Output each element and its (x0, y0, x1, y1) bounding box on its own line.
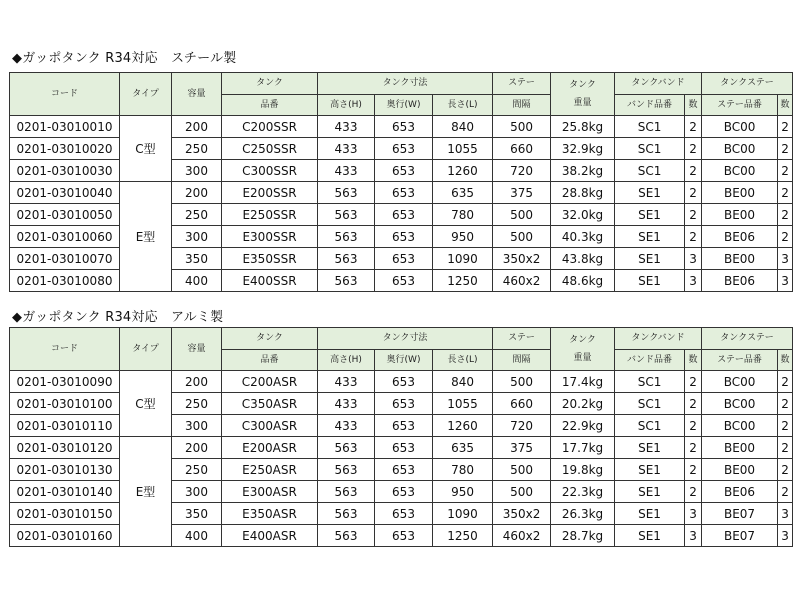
cell-capacity: 400 (172, 270, 222, 292)
cell-code: 0201-03010050 (10, 204, 120, 226)
cell-stay-spacing: 375 (493, 182, 551, 204)
header-length: 長さ(L) (433, 350, 493, 371)
cell-length: 1090 (433, 503, 493, 525)
header-stay-bottom: 間隔 (493, 95, 551, 116)
cell-capacity: 200 (172, 437, 222, 459)
cell-band-part: SE1 (615, 270, 685, 292)
cell-band-count: 2 (685, 459, 702, 481)
cell-weight: 20.2kg (551, 393, 615, 415)
cell-length: 635 (433, 182, 493, 204)
cell-length: 1250 (433, 525, 493, 547)
header-tank-part-bottom: 品番 (222, 95, 318, 116)
cell-capacity: 400 (172, 525, 222, 547)
cell-height: 433 (318, 371, 375, 393)
cell-tank-part: E250ASR (222, 459, 318, 481)
cell-tank-part: E350ASR (222, 503, 318, 525)
cell-code: 0201-03010110 (10, 415, 120, 437)
cell-depth: 653 (375, 459, 433, 481)
spec-table-aluminum (9, 327, 793, 547)
cell-band-part: SE1 (615, 525, 685, 547)
header-height: 高さ(H) (318, 350, 375, 371)
cell-code: 0201-03010010 (10, 116, 120, 138)
header-code: コード (10, 328, 120, 371)
cell-length: 1055 (433, 138, 493, 160)
cell-length: 1260 (433, 415, 493, 437)
cell-stay-spacing: 660 (493, 393, 551, 415)
cell-depth: 653 (375, 204, 433, 226)
cell-weight: 26.3kg (551, 503, 615, 525)
cell-depth: 653 (375, 503, 433, 525)
cell-tank-part: E200SSR (222, 182, 318, 204)
cell-depth: 653 (375, 226, 433, 248)
header-tank-band: タンクバンド (615, 328, 702, 350)
header-tank-part-top: タンク (222, 73, 318, 95)
header-tank-band: タンクバンド (615, 73, 702, 95)
cell-stay-spacing: 350x2 (493, 503, 551, 525)
cell-height: 433 (318, 415, 375, 437)
cell-stay-count: 2 (778, 160, 793, 182)
cell-stay-count: 2 (778, 182, 793, 204)
table-row (10, 116, 793, 138)
cell-stay-count: 3 (778, 525, 793, 547)
cell-tank-part: E250SSR (222, 204, 318, 226)
cell-band-part: SC1 (615, 160, 685, 182)
cell-band-count: 2 (685, 182, 702, 204)
cell-band-part: SC1 (615, 415, 685, 437)
cell-band-count: 3 (685, 525, 702, 547)
table-row (10, 371, 793, 393)
cell-height: 563 (318, 182, 375, 204)
cell-band-count: 2 (685, 204, 702, 226)
cell-band-part: SC1 (615, 116, 685, 138)
header-type: タイプ (120, 328, 172, 371)
cell-band-part: SC1 (615, 393, 685, 415)
cell-band-part: SC1 (615, 138, 685, 160)
cell-weight: 32.9kg (551, 138, 615, 160)
cell-stay-spacing: 460x2 (493, 270, 551, 292)
cell-length: 635 (433, 437, 493, 459)
cell-stay-count: 2 (778, 204, 793, 226)
header-stay-part: ステー品番 (702, 95, 778, 116)
cell-stay-spacing: 500 (493, 459, 551, 481)
header-tank-dims: タンク寸法 (318, 328, 493, 350)
cell-stay-count: 3 (778, 503, 793, 525)
cell-band-part: SE1 (615, 481, 685, 503)
cell-code: 0201-03010020 (10, 138, 120, 160)
cell-tank-part: E400SSR (222, 270, 318, 292)
header-band-count: 数 (685, 350, 702, 371)
cell-height: 563 (318, 481, 375, 503)
header-capacity: 容量 (172, 73, 222, 116)
cell-band-count: 3 (685, 248, 702, 270)
cell-weight: 25.8kg (551, 116, 615, 138)
cell-stay-spacing: 720 (493, 415, 551, 437)
cell-band-count: 2 (685, 116, 702, 138)
cell-depth: 653 (375, 415, 433, 437)
cell-weight: 48.6kg (551, 270, 615, 292)
cell-stay-count: 2 (778, 437, 793, 459)
cell-stay-spacing: 500 (493, 226, 551, 248)
cell-capacity: 250 (172, 138, 222, 160)
cell-capacity: 250 (172, 459, 222, 481)
cell-stay-count: 2 (778, 371, 793, 393)
spec-table-steel (9, 72, 793, 292)
header-band-part: バンド品番 (615, 350, 685, 371)
cell-capacity: 250 (172, 393, 222, 415)
cell-type: C型 (120, 371, 172, 437)
cell-code: 0201-03010150 (10, 503, 120, 525)
header-band-part: バンド品番 (615, 95, 685, 116)
cell-tank-part: C350ASR (222, 393, 318, 415)
cell-code: 0201-03010030 (10, 160, 120, 182)
cell-tank-part: C300SSR (222, 160, 318, 182)
cell-stay-count: 2 (778, 138, 793, 160)
cell-code: 0201-03010040 (10, 182, 120, 204)
cell-tank-part: E300SSR (222, 226, 318, 248)
cell-stay-part: BE06 (702, 270, 778, 292)
cell-code: 0201-03010070 (10, 248, 120, 270)
cell-weight: 17.7kg (551, 437, 615, 459)
cell-capacity: 300 (172, 160, 222, 182)
cell-stay-spacing: 500 (493, 371, 551, 393)
cell-stay-part: BE00 (702, 204, 778, 226)
cell-tank-part: C250SSR (222, 138, 318, 160)
header-stay-top: ステー (493, 73, 551, 95)
cell-weight: 22.9kg (551, 415, 615, 437)
cell-depth: 653 (375, 182, 433, 204)
cell-depth: 653 (375, 437, 433, 459)
cell-stay-spacing: 500 (493, 116, 551, 138)
cell-stay-spacing: 350x2 (493, 248, 551, 270)
header-code: コード (10, 73, 120, 116)
cell-band-count: 2 (685, 437, 702, 459)
cell-stay-count: 2 (778, 481, 793, 503)
cell-stay-part: BE00 (702, 182, 778, 204)
cell-stay-spacing: 500 (493, 204, 551, 226)
cell-height: 563 (318, 248, 375, 270)
cell-capacity: 200 (172, 371, 222, 393)
header-length: 長さ(L) (433, 95, 493, 116)
cell-band-part: SE1 (615, 182, 685, 204)
cell-height: 433 (318, 393, 375, 415)
header-capacity: 容量 (172, 328, 222, 371)
cell-depth: 653 (375, 248, 433, 270)
cell-length: 780 (433, 204, 493, 226)
cell-band-part: SE1 (615, 437, 685, 459)
cell-weight: 28.7kg (551, 525, 615, 547)
cell-stay-count: 2 (778, 226, 793, 248)
cell-stay-count: 3 (778, 248, 793, 270)
cell-band-count: 2 (685, 226, 702, 248)
cell-tank-part: E400ASR (222, 525, 318, 547)
header-tank-weight: タンク 重量 (551, 328, 615, 371)
cell-code: 0201-03010090 (10, 371, 120, 393)
cell-capacity: 300 (172, 415, 222, 437)
cell-stay-spacing: 375 (493, 437, 551, 459)
cell-length: 950 (433, 226, 493, 248)
cell-type: C型 (120, 116, 172, 182)
cell-depth: 653 (375, 138, 433, 160)
header-tank-part-top: タンク (222, 328, 318, 350)
table-row (10, 437, 793, 459)
cell-code: 0201-03010100 (10, 393, 120, 415)
cell-weight: 43.8kg (551, 248, 615, 270)
cell-length: 840 (433, 371, 493, 393)
section-title-aluminum: ◆ガッポタンク R34対応 アルミ製 (12, 310, 224, 325)
cell-stay-part: BC00 (702, 415, 778, 437)
cell-depth: 653 (375, 371, 433, 393)
cell-stay-count: 2 (778, 116, 793, 138)
cell-band-part: SE1 (615, 248, 685, 270)
cell-stay-part: BC00 (702, 371, 778, 393)
cell-code: 0201-03010130 (10, 459, 120, 481)
cell-tank-part: E300ASR (222, 481, 318, 503)
cell-stay-spacing: 720 (493, 160, 551, 182)
section-title-steel: ◆ガッポタンク R34対応 スチール製 (12, 51, 237, 66)
cell-band-count: 3 (685, 503, 702, 525)
cell-height: 563 (318, 270, 375, 292)
cell-code: 0201-03010120 (10, 437, 120, 459)
cell-code: 0201-03010060 (10, 226, 120, 248)
cell-stay-part: BE07 (702, 503, 778, 525)
header-tank-weight: タンク 重量 (551, 73, 615, 116)
cell-weight: 19.8kg (551, 459, 615, 481)
cell-band-count: 2 (685, 415, 702, 437)
cell-band-part: SC1 (615, 371, 685, 393)
cell-height: 433 (318, 116, 375, 138)
header-tank-dims: タンク寸法 (318, 73, 493, 95)
cell-length: 1090 (433, 248, 493, 270)
cell-depth: 653 (375, 270, 433, 292)
cell-length: 840 (433, 116, 493, 138)
cell-height: 563 (318, 459, 375, 481)
cell-height: 563 (318, 437, 375, 459)
cell-code: 0201-03010140 (10, 481, 120, 503)
cell-height: 433 (318, 160, 375, 182)
cell-depth: 653 (375, 160, 433, 182)
cell-length: 1250 (433, 270, 493, 292)
cell-weight: 28.8kg (551, 182, 615, 204)
cell-tank-part: C300ASR (222, 415, 318, 437)
cell-height: 563 (318, 204, 375, 226)
cell-depth: 653 (375, 481, 433, 503)
cell-weight: 38.2kg (551, 160, 615, 182)
cell-capacity: 200 (172, 182, 222, 204)
cell-capacity: 350 (172, 248, 222, 270)
cell-stay-part: BE00 (702, 437, 778, 459)
cell-type: E型 (120, 182, 172, 292)
cell-band-part: SE1 (615, 459, 685, 481)
header-tank-part-bottom: 品番 (222, 350, 318, 371)
cell-stay-part: BE00 (702, 459, 778, 481)
cell-tank-part: C200SSR (222, 116, 318, 138)
cell-height: 563 (318, 503, 375, 525)
cell-tank-part: E200ASR (222, 437, 318, 459)
cell-code: 0201-03010080 (10, 270, 120, 292)
cell-stay-spacing: 460x2 (493, 525, 551, 547)
cell-capacity: 250 (172, 204, 222, 226)
cell-length: 1260 (433, 160, 493, 182)
cell-height: 563 (318, 226, 375, 248)
cell-height: 563 (318, 525, 375, 547)
cell-length: 1055 (433, 393, 493, 415)
cell-stay-count: 2 (778, 459, 793, 481)
cell-stay-part: BE06 (702, 226, 778, 248)
header-depth: 奥行(W) (375, 350, 433, 371)
cell-capacity: 200 (172, 116, 222, 138)
cell-stay-spacing: 660 (493, 138, 551, 160)
header-tank-stay: タンクステー (702, 73, 793, 95)
cell-stay-part: BC00 (702, 138, 778, 160)
header-stay-bottom: 間隔 (493, 350, 551, 371)
cell-band-count: 2 (685, 371, 702, 393)
cell-weight: 40.3kg (551, 226, 615, 248)
header-band-count: 数 (685, 95, 702, 116)
cell-band-count: 2 (685, 160, 702, 182)
cell-stay-spacing: 500 (493, 481, 551, 503)
cell-stay-part: BE06 (702, 481, 778, 503)
cell-band-count: 2 (685, 393, 702, 415)
cell-band-count: 2 (685, 138, 702, 160)
header-type: タイプ (120, 73, 172, 116)
cell-stay-count: 2 (778, 393, 793, 415)
cell-tank-part: E350SSR (222, 248, 318, 270)
cell-depth: 653 (375, 525, 433, 547)
header-height: 高さ(H) (318, 95, 375, 116)
cell-weight: 22.3kg (551, 481, 615, 503)
cell-height: 433 (318, 138, 375, 160)
cell-band-count: 2 (685, 481, 702, 503)
cell-depth: 653 (375, 393, 433, 415)
header-stay-top: ステー (493, 328, 551, 350)
cell-code: 0201-03010160 (10, 525, 120, 547)
header-stay-part: ステー品番 (702, 350, 778, 371)
table-row (10, 182, 793, 204)
cell-band-part: SE1 (615, 226, 685, 248)
header-stay-count: 数 (778, 95, 793, 116)
cell-stay-count: 3 (778, 270, 793, 292)
cell-length: 950 (433, 481, 493, 503)
cell-stay-part: BE00 (702, 248, 778, 270)
header-tank-stay: タンクステー (702, 328, 793, 350)
header-stay-count: 数 (778, 350, 793, 371)
header-depth: 奥行(W) (375, 95, 433, 116)
cell-stay-part: BC00 (702, 160, 778, 182)
cell-capacity: 350 (172, 503, 222, 525)
cell-capacity: 300 (172, 226, 222, 248)
cell-depth: 653 (375, 116, 433, 138)
cell-stay-part: BC00 (702, 116, 778, 138)
cell-capacity: 300 (172, 481, 222, 503)
cell-band-count: 3 (685, 270, 702, 292)
cell-stay-count: 2 (778, 415, 793, 437)
cell-tank-part: C200ASR (222, 371, 318, 393)
cell-stay-part: BE07 (702, 525, 778, 547)
cell-length: 780 (433, 459, 493, 481)
cell-stay-part: BC00 (702, 393, 778, 415)
cell-band-part: SE1 (615, 204, 685, 226)
cell-weight: 32.0kg (551, 204, 615, 226)
cell-weight: 17.4kg (551, 371, 615, 393)
cell-band-part: SE1 (615, 503, 685, 525)
cell-type: E型 (120, 437, 172, 547)
